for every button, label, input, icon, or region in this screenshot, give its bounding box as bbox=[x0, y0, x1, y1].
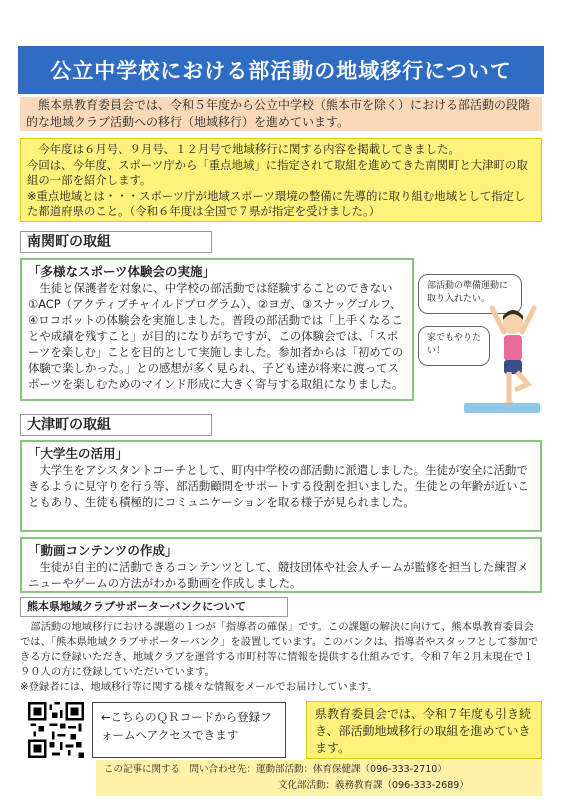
bank-body: 部活動の地域移行における課題の１つが「指導者の確保」です。この課題の解決に向けて、熊本県教育委員会では、「熊本県地域クラブサポーターバンク」を設置しています。このバンクは、指導者やスタッフとして参加できる方に登録いただき、地域クラブを運営する市町村等に情報を提供する仕組みです。令和７年２月末現在で１９０人の方に登録していただいています。 bbox=[20, 621, 539, 678]
qr-code[interactable] bbox=[28, 702, 84, 758]
page-title: 公立中学校における部活動の地域移行について bbox=[18, 46, 544, 94]
nankan-box-title: 「多様なスポーツ体験会の実施」 bbox=[28, 264, 216, 279]
contact-box bbox=[96, 760, 542, 796]
otsu-student-box bbox=[20, 440, 542, 532]
yoga-mat bbox=[464, 403, 540, 413]
policy-box: 県教育委員会では、令和７年度も引き続き、部活動地域移行の取組を進めていきます。 bbox=[306, 701, 542, 759]
contact-label: この記事に関する 問い合わせ先： bbox=[104, 764, 257, 775]
otsu-video-title: 「動画コンテンツの作成」 bbox=[28, 543, 178, 558]
otsu-heading: 大津町の取組 bbox=[20, 414, 212, 436]
otsu-student-body: 大学生をアシスタントコーチとして、町内中学校の部活動に派遣しました。生徒が安全に活動できるように見守りを行う等、部活動顧問をサポートする役割を担いました。生徒との年齢が近いこともあり、生徒も積極的にコミュニケーションを取る様子が見られました。 bbox=[28, 463, 529, 509]
contact-culture-dept: 文化部活動：義務教育課 bbox=[278, 780, 383, 791]
comment-bubble-2: 家でもやりたい！ bbox=[418, 326, 490, 366]
notice-line-2: 今回は、今年度、スポーツ庁から「重点地域」に指定されて取組を進めてきた南関町と大津町の取組の一部を紹介します。 bbox=[27, 157, 528, 187]
otsu-video-box bbox=[20, 537, 542, 593]
notice-line-3: ※重点地域とは・・・スポーツ庁が地域スポーツ環境の整備に先導的に取り組む地域として指定した都道府県のこと。（令和６年度は全国で７県が指定を受けました。） bbox=[27, 188, 526, 218]
qr-instruction: ←こちらのＱＲコードから登録フォームへアクセスできます bbox=[92, 702, 286, 758]
nankan-heading: 南関町の取組 bbox=[20, 231, 212, 253]
yoga-girl-illustration bbox=[478, 300, 548, 412]
notice-line-1: 今年度は６月号、９月号、１２月号で地域移行に関する内容を掲載してきました。 bbox=[38, 142, 460, 156]
bank-heading: 熊本県地域クラブサポーターバンクについて bbox=[20, 597, 288, 617]
bank-text bbox=[20, 620, 542, 695]
contact-culture-tel[interactable]: （096-333-2689） bbox=[382, 780, 469, 791]
otsu-student-title: 「大学生の活用」 bbox=[28, 446, 129, 461]
nankan-box bbox=[20, 258, 414, 401]
contact-pe-dept: 運動部活動：体育保健課 bbox=[256, 764, 361, 775]
notice-box bbox=[20, 138, 542, 222]
comment-bubble-1: 部活動の準備運動に取り入れたい。 bbox=[418, 274, 522, 314]
contact-pe-tel[interactable]: （096-333-2710） bbox=[360, 764, 447, 775]
nankan-box-body: 生徒と保護者を対象に、中学校の部活動では経験することのできない①ACP（アクティブチャイルドプログラム）、②ヨガ、③スナッグゴルフ、④ロコボットの体験会を実施しました。普段の部活動では「上手くなることや成績を残すこと」が目的になりがちですが、この体験会では、「スポーツを楽しむ」ことを目的として実施しました。参加者からは「初めての体験で楽しかった。」との感想が多く見られ、子ども達が将来に渡ってスポーツを楽しむためのマインド形成に大きく寄与する取組になりました。 bbox=[28, 281, 404, 391]
otsu-video-body: 生徒が自主的に活動できるコンテンツとして、競技団体や社会人チームが監修を担当した練習メニューやゲームの方法がわかる動画を作成しました。 bbox=[28, 560, 529, 590]
bank-note: ※登録者には、地域移行等に関する様々な情報をメールでお届けしています。 bbox=[20, 681, 378, 693]
intro-text: 熊本県教育委員会では、令和５年度から公立中学校（熊本市を除く）における部活動の段階的な地域クラブ活動への移行（地域移行）を進めています。 bbox=[20, 97, 542, 131]
